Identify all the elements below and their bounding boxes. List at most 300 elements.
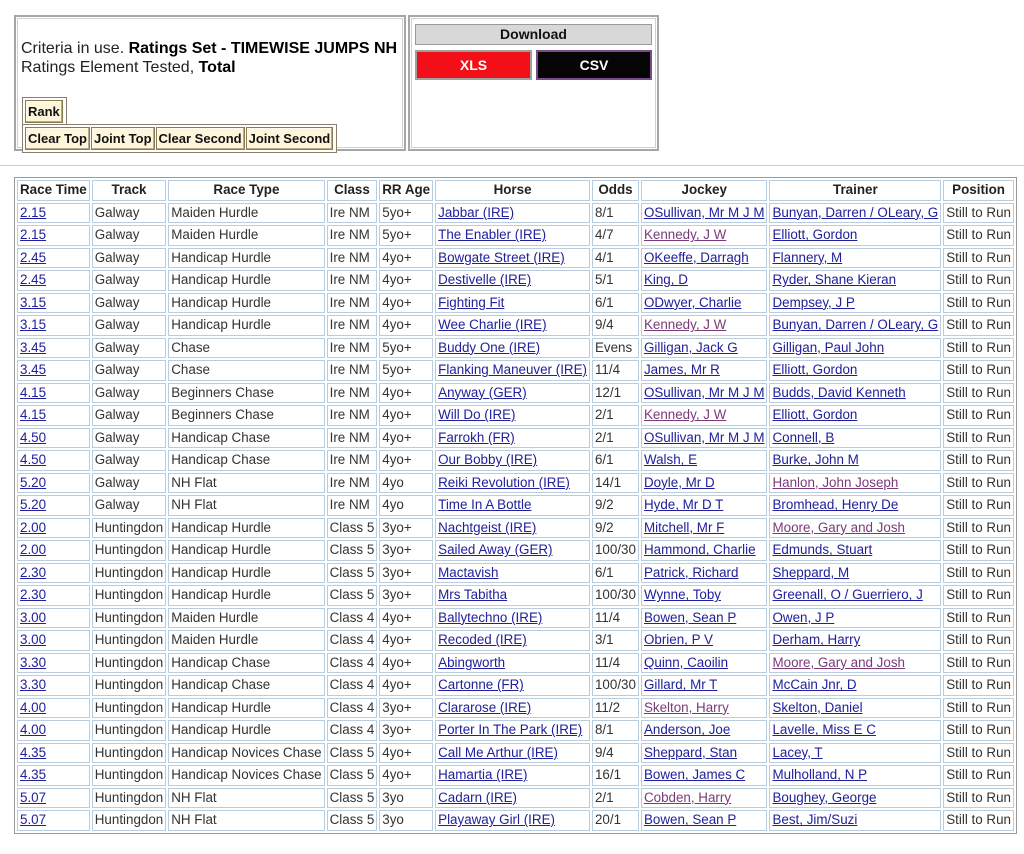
cell-trainer — [769, 293, 941, 314]
column-header-race-time: Race Time — [17, 180, 90, 201]
cell-position: Still to Run — [943, 518, 1014, 539]
cell-odds: 9/2 — [592, 518, 639, 539]
cell-position: Still to Run — [943, 563, 1014, 584]
cell-jockey — [641, 743, 768, 764]
cell-position: Still to Run — [943, 360, 1014, 381]
cell-horse — [435, 540, 590, 561]
column-header-position: Position — [943, 180, 1014, 201]
trainer-link[interactable]: Best, Jim/Suzi — [772, 812, 858, 828]
cell-age: 3yo+ — [379, 698, 433, 719]
column-header-odds: Odds — [592, 180, 639, 201]
race-time-link[interactable]: 2.00 — [20, 519, 47, 535]
cell-trainer — [769, 630, 941, 651]
trainer-link[interactable]: Mulholland, N P — [772, 767, 868, 783]
trainer-link[interactable]: Skelton, Daniel — [772, 699, 863, 715]
race-time-link[interactable]: 4.00 — [20, 699, 47, 715]
cell-trainer — [769, 495, 941, 516]
jockey-link[interactable]: OKeeffe, Darragh — [643, 249, 749, 265]
cell-jockey — [641, 810, 768, 831]
horse-link[interactable]: Fighting Fit — [438, 294, 505, 310]
cell-class: Ire NM — [327, 383, 378, 404]
cell-horse — [435, 450, 590, 471]
cell-class: Ire NM — [327, 428, 378, 449]
cell-class: Ire NM — [327, 225, 378, 246]
cell-track: Galway — [92, 450, 167, 471]
cell-age: 3yo+ — [379, 585, 433, 606]
cell-trainer — [769, 270, 941, 291]
cell-jockey — [641, 608, 768, 629]
cell-trainer — [769, 675, 941, 696]
table-row — [17, 405, 1014, 426]
jockey-link[interactable]: Skelton, Harry — [643, 699, 729, 715]
cell-horse — [435, 675, 590, 696]
rank-button-group — [22, 97, 67, 126]
horse-link[interactable]: Porter In The Park (IRE) — [438, 722, 583, 738]
criteria-panel — [14, 15, 406, 151]
cell-track: Huntingdon — [92, 765, 167, 786]
cell-position: Still to Run — [943, 675, 1014, 696]
cell-track: Galway — [92, 315, 167, 336]
cell-class: Class 5 — [327, 518, 378, 539]
race-time-link[interactable]: 3.00 — [20, 632, 47, 648]
cell-time — [17, 675, 90, 696]
cell-class: Class 5 — [327, 743, 378, 764]
csv-download-button[interactable]: CSV — [536, 50, 652, 80]
cell-age: 4yo+ — [379, 293, 433, 314]
cell-type: Handicap Hurdle — [168, 518, 324, 539]
jockey-link[interactable]: OSullivan, Mr M J M — [643, 204, 765, 220]
cell-trainer — [769, 225, 941, 246]
trainer-link[interactable]: Dempsey, J P — [772, 294, 855, 310]
trainer-link[interactable]: Moore, Gary and Josh — [772, 519, 905, 535]
horse-link[interactable]: Our Bobby (IRE) — [438, 452, 538, 468]
trainer-link[interactable]: Boughey, George — [772, 789, 877, 805]
cell-position: Still to Run — [943, 383, 1014, 404]
filter-button-group — [22, 124, 337, 153]
jockey-link[interactable]: Gilligan, Jack G — [643, 339, 738, 355]
xls-download-button[interactable]: XLS — [415, 50, 532, 80]
cell-track: Huntingdon — [92, 653, 167, 674]
column-header-jockey: Jockey — [641, 180, 768, 201]
horse-link[interactable]: Mrs Tabitha — [438, 587, 508, 603]
cell-odds: 100/30 — [592, 585, 639, 606]
cell-trainer — [769, 720, 941, 741]
cell-odds: 11/4 — [592, 360, 639, 381]
trainer-link[interactable]: Sheppard, M — [772, 564, 850, 580]
cell-time — [17, 270, 90, 291]
horse-link[interactable]: Flanking Maneuver (IRE) — [438, 362, 587, 378]
cell-age: 5yo+ — [379, 338, 433, 359]
trainer-link[interactable]: McCain Jnr, D — [772, 677, 857, 693]
cell-time — [17, 248, 90, 269]
table-row — [17, 495, 1014, 516]
race-time-link[interactable]: 2.45 — [20, 272, 47, 288]
cell-age: 4yo+ — [379, 675, 433, 696]
horse-link[interactable]: Cadarn (IRE) — [438, 789, 518, 805]
cell-time — [17, 428, 90, 449]
cell-type: Handicap Chase — [168, 450, 324, 471]
jockey-link[interactable]: OSullivan, Mr M J M — [643, 429, 765, 445]
cell-track: Huntingdon — [92, 630, 167, 651]
cell-jockey — [641, 473, 768, 494]
table-row — [17, 473, 1014, 494]
race-time-link[interactable]: 3.00 — [20, 609, 47, 625]
element-value: Total — [198, 59, 236, 76]
cell-odds: 2/1 — [592, 405, 639, 426]
cell-jockey — [641, 270, 768, 291]
trainer-link[interactable]: Derham, Harry — [772, 632, 861, 648]
horse-link[interactable]: Will Do (IRE) — [438, 407, 516, 423]
race-time-link[interactable]: 4.35 — [20, 767, 47, 783]
table-row — [17, 518, 1014, 539]
cell-trainer — [769, 360, 941, 381]
cell-jockey — [641, 563, 768, 584]
trainer-link[interactable]: Gilligan, Paul John — [772, 339, 885, 355]
table-row — [17, 450, 1014, 471]
column-header-track: Track — [92, 180, 167, 201]
race-time-link[interactable]: 3.15 — [20, 294, 47, 310]
jockey-link[interactable]: King, D — [643, 272, 688, 288]
cell-age: 4yo+ — [379, 248, 433, 269]
horse-link[interactable]: Playaway Girl (IRE) — [438, 812, 555, 828]
results-table — [14, 177, 1017, 834]
table-row — [17, 630, 1014, 651]
horse-link[interactable]: The Enabler (IRE) — [438, 227, 547, 243]
jockey-link[interactable]: Obrien, P V — [643, 632, 713, 648]
table-row — [17, 293, 1014, 314]
horse-link[interactable]: Destivelle (IRE) — [438, 272, 532, 288]
jockey-link[interactable]: Mitchell, Mr F — [643, 519, 725, 535]
cell-position: Still to Run — [943, 450, 1014, 471]
race-time-link[interactable]: 5.20 — [20, 497, 47, 513]
table-row — [17, 585, 1014, 606]
trainer-link[interactable]: Owen, J P — [772, 609, 835, 625]
cell-type: Beginners Chase — [168, 405, 324, 426]
race-time-link[interactable]: 2.30 — [20, 564, 47, 580]
jockey-link[interactable]: Gillard, Mr T — [643, 677, 718, 693]
cell-trainer — [769, 450, 941, 471]
table-header-row — [17, 180, 1014, 201]
cell-time — [17, 630, 90, 651]
horse-link[interactable]: Mactavish — [438, 564, 499, 580]
jockey-link[interactable]: Bowen, James C — [643, 767, 746, 783]
cell-position: Still to Run — [943, 203, 1014, 224]
cell-class: Class 4 — [327, 698, 378, 719]
jockey-link[interactable]: Hyde, Mr D T — [643, 497, 724, 513]
cell-track: Huntingdon — [92, 563, 167, 584]
race-time-link[interactable]: 3.45 — [20, 339, 47, 355]
download-panel — [408, 15, 659, 151]
jockey-link[interactable]: ODwyer, Charlie — [643, 294, 742, 310]
race-time-link[interactable]: 5.20 — [20, 474, 47, 490]
jockey-link[interactable]: Bowen, Sean P — [643, 812, 737, 828]
cell-horse — [435, 495, 590, 516]
trainer-link[interactable]: Ryder, Shane Kieran — [772, 272, 897, 288]
cell-type: Handicap Chase — [168, 428, 324, 449]
cell-track: Galway — [92, 203, 167, 224]
cell-type: NH Flat — [168, 495, 324, 516]
jockey-link[interactable]: James, Mr R — [643, 362, 720, 378]
clear-second-button[interactable]: Clear Second — [156, 127, 245, 150]
table-row — [17, 540, 1014, 561]
cell-time — [17, 720, 90, 741]
cell-trainer — [769, 585, 941, 606]
jockey-link[interactable]: Quinn, Caoilin — [643, 654, 729, 670]
cell-position: Still to Run — [943, 315, 1014, 336]
cell-odds: 2/1 — [592, 788, 639, 809]
cell-type: Handicap Novices Chase — [168, 765, 324, 786]
horse-link[interactable]: Cartonne (FR) — [438, 677, 524, 693]
race-time-link[interactable]: 4.15 — [20, 384, 47, 400]
cell-track: Huntingdon — [92, 743, 167, 764]
cell-type: Maiden Hurdle — [168, 608, 324, 629]
horse-link[interactable]: Reiki Revolution (IRE) — [438, 474, 570, 490]
trainer-link[interactable]: Flannery, M — [772, 249, 843, 265]
cell-trainer — [769, 698, 941, 719]
cell-odds: 6/1 — [592, 450, 639, 471]
table-row — [17, 675, 1014, 696]
horse-link[interactable]: Farrokh (FR) — [438, 429, 515, 445]
cell-position: Still to Run — [943, 540, 1014, 561]
cell-jockey — [641, 338, 768, 359]
horse-link[interactable]: Hamartia (IRE) — [438, 767, 528, 783]
cell-age: 4yo — [379, 473, 433, 494]
cell-horse — [435, 720, 590, 741]
cell-type: Handicap Hurdle — [168, 540, 324, 561]
cell-time — [17, 788, 90, 809]
cell-class: Ire NM — [327, 473, 378, 494]
cell-position: Still to Run — [943, 788, 1014, 809]
clear-top-button[interactable]: Clear Top — [25, 127, 90, 150]
trainer-link[interactable]: Edmunds, Stuart — [772, 542, 873, 558]
cell-track: Galway — [92, 248, 167, 269]
trainer-link[interactable]: Greenall, O / Guerriero, J — [772, 587, 923, 603]
jockey-link[interactable]: Anderson, Joe — [643, 722, 731, 738]
race-time-link[interactable]: 5.07 — [20, 789, 47, 805]
horse-link[interactable]: Wee Charlie (IRE) — [438, 317, 547, 333]
race-time-link[interactable]: 4.15 — [20, 407, 47, 423]
table-row — [17, 765, 1014, 786]
cell-jockey — [641, 675, 768, 696]
joint-top-button[interactable]: Joint Top — [91, 127, 155, 150]
jockey-link[interactable]: Wynne, Toby — [643, 587, 721, 603]
race-time-link[interactable]: 3.15 — [20, 317, 47, 333]
horse-link[interactable]: Jabbar (IRE) — [438, 204, 515, 220]
rank-button[interactable]: Rank — [25, 100, 63, 123]
cell-type: NH Flat — [168, 473, 324, 494]
cell-track: Galway — [92, 225, 167, 246]
cell-track: Huntingdon — [92, 810, 167, 831]
jockey-link[interactable]: Hammond, Charlie — [643, 542, 756, 558]
cell-position: Still to Run — [943, 473, 1014, 494]
cell-type: NH Flat — [168, 810, 324, 831]
race-time-link[interactable]: 2.15 — [20, 204, 47, 220]
cell-class: Class 5 — [327, 585, 378, 606]
horse-link[interactable]: Bowgate Street (IRE) — [438, 249, 565, 265]
cell-horse — [435, 405, 590, 426]
cell-odds: 4/1 — [592, 248, 639, 269]
trainer-link[interactable]: Connell, B — [772, 429, 835, 445]
cell-age: 4yo+ — [379, 428, 433, 449]
cell-trainer — [769, 383, 941, 404]
cell-age: 3yo+ — [379, 563, 433, 584]
joint-second-button[interactable]: Joint Second — [246, 127, 334, 150]
cell-trainer — [769, 405, 941, 426]
cell-position: Still to Run — [943, 698, 1014, 719]
trainer-link[interactable]: Hanlon, John Joseph — [772, 474, 899, 490]
cell-time — [17, 360, 90, 381]
cell-class: Ire NM — [327, 270, 378, 291]
cell-odds: 5/1 — [592, 270, 639, 291]
cell-horse — [435, 630, 590, 651]
cell-time — [17, 765, 90, 786]
column-header-rr-age: RR Age — [379, 180, 433, 201]
cell-horse — [435, 788, 590, 809]
cell-horse — [435, 608, 590, 629]
jockey-link[interactable]: Bowen, Sean P — [643, 609, 737, 625]
race-time-link[interactable]: 2.30 — [20, 587, 47, 603]
cell-type: Handicap Hurdle — [168, 315, 324, 336]
table-row — [17, 270, 1014, 291]
cell-odds: 11/4 — [592, 653, 639, 674]
table-row — [17, 608, 1014, 629]
column-header-race-type: Race Type — [168, 180, 324, 201]
jockey-link[interactable]: Walsh, E — [643, 452, 698, 468]
cell-horse — [435, 360, 590, 381]
jockey-link[interactable]: Patrick, Richard — [643, 564, 739, 580]
cell-class: Ire NM — [327, 203, 378, 224]
cell-age: 4yo+ — [379, 630, 433, 651]
race-time-link[interactable]: 4.50 — [20, 429, 47, 445]
jockey-link[interactable]: Kennedy, J W — [643, 227, 727, 243]
cell-track: Galway — [92, 360, 167, 381]
cell-horse — [435, 315, 590, 336]
cell-odds: 3/1 — [592, 630, 639, 651]
cell-time — [17, 540, 90, 561]
cell-track: Huntingdon — [92, 608, 167, 629]
jockey-link[interactable]: Doyle, Mr D — [643, 474, 715, 490]
race-time-link[interactable]: 4.35 — [20, 744, 47, 760]
cell-class: Class 5 — [327, 788, 378, 809]
cell-odds: 14/1 — [592, 473, 639, 494]
horse-link[interactable]: Sailed Away (GER) — [438, 542, 553, 558]
horse-link[interactable]: Clararose (IRE) — [438, 699, 532, 715]
cell-horse — [435, 248, 590, 269]
horse-link[interactable]: Call Me Arthur (IRE) — [438, 744, 558, 760]
cell-horse — [435, 293, 590, 314]
jockey-link[interactable]: Sheppard, Stan — [643, 744, 738, 760]
cell-class: Class 4 — [327, 675, 378, 696]
cell-age: 4yo+ — [379, 450, 433, 471]
cell-jockey — [641, 788, 768, 809]
cell-age: 4yo+ — [379, 315, 433, 336]
cell-jockey — [641, 383, 768, 404]
cell-age: 3yo — [379, 788, 433, 809]
table-row — [17, 248, 1014, 269]
trainer-link[interactable]: Bunyan, Darren / OLeary, G — [772, 204, 939, 220]
race-time-link[interactable]: 2.00 — [20, 542, 47, 558]
cell-odds: 2/1 — [592, 428, 639, 449]
cell-class: Class 5 — [327, 563, 378, 584]
cell-trainer — [769, 788, 941, 809]
cell-type: Maiden Hurdle — [168, 630, 324, 651]
cell-position: Still to Run — [943, 810, 1014, 831]
cell-type: Handicap Hurdle — [168, 270, 324, 291]
trainer-link[interactable]: Bunyan, Darren / OLeary, G — [772, 317, 939, 333]
horse-link[interactable]: Nachtgeist (IRE) — [438, 519, 537, 535]
trainer-link[interactable]: Moore, Gary and Josh — [772, 654, 905, 670]
cell-odds: 6/1 — [592, 293, 639, 314]
jockey-link[interactable]: Kennedy, J W — [643, 317, 727, 333]
horse-link[interactable]: Ballytechno (IRE) — [438, 609, 543, 625]
cell-time — [17, 293, 90, 314]
cell-time — [17, 518, 90, 539]
cell-time — [17, 810, 90, 831]
horse-link[interactable]: Abingworth — [438, 654, 506, 670]
trainer-link[interactable]: Lacey, T — [772, 744, 823, 760]
cell-odds: 11/2 — [592, 698, 639, 719]
trainer-link[interactable]: Bromhead, Henry De — [772, 497, 899, 513]
trainer-link[interactable]: Elliott, Gordon — [772, 362, 858, 378]
cell-time — [17, 338, 90, 359]
cell-age: 3yo+ — [379, 720, 433, 741]
race-time-link[interactable]: 3.30 — [20, 654, 47, 670]
horse-link[interactable]: Time In A Bottle — [438, 497, 532, 513]
cell-odds: 9/4 — [592, 743, 639, 764]
cell-track: Galway — [92, 473, 167, 494]
cell-odds: Evens — [592, 338, 639, 359]
cell-jockey — [641, 630, 768, 651]
cell-class: Class 5 — [327, 540, 378, 561]
cell-trainer — [769, 765, 941, 786]
race-time-link[interactable]: 3.45 — [20, 362, 47, 378]
trainer-link[interactable]: Burke, John M — [772, 452, 859, 468]
table-row — [17, 338, 1014, 359]
cell-position: Still to Run — [943, 270, 1014, 291]
cell-class: Ire NM — [327, 405, 378, 426]
trainer-link[interactable]: Elliott, Gordon — [772, 227, 858, 243]
cell-odds: 8/1 — [592, 720, 639, 741]
jockey-link[interactable]: Kennedy, J W — [643, 407, 727, 423]
table-row — [17, 428, 1014, 449]
cell-track: Huntingdon — [92, 788, 167, 809]
race-time-link[interactable]: 5.07 — [20, 812, 47, 828]
table-row — [17, 653, 1014, 674]
horse-link[interactable]: Recoded (IRE) — [438, 632, 527, 648]
horse-link[interactable]: Anyway (GER) — [438, 384, 527, 400]
table-row — [17, 203, 1014, 224]
trainer-link[interactable]: Elliott, Gordon — [772, 407, 858, 423]
race-time-link[interactable]: 4.00 — [20, 722, 47, 738]
race-time-link[interactable]: 4.50 — [20, 452, 47, 468]
race-time-link[interactable]: 2.45 — [20, 249, 47, 265]
race-time-link[interactable]: 2.15 — [20, 227, 47, 243]
race-time-link[interactable]: 3.30 — [20, 677, 47, 693]
cell-odds: 6/1 — [592, 563, 639, 584]
trainer-link[interactable]: Budds, David Kenneth — [772, 384, 906, 400]
cell-position: Still to Run — [943, 720, 1014, 741]
cell-position: Still to Run — [943, 495, 1014, 516]
jockey-link[interactable]: Cobden, Harry — [643, 789, 732, 805]
cell-horse — [435, 810, 590, 831]
cell-trainer — [769, 473, 941, 494]
horse-link[interactable]: Buddy One (IRE) — [438, 339, 541, 355]
jockey-link[interactable]: OSullivan, Mr M J M — [643, 384, 765, 400]
cell-type: Handicap Novices Chase — [168, 743, 324, 764]
cell-horse — [435, 585, 590, 606]
cell-class: Ire NM — [327, 360, 378, 381]
trainer-link[interactable]: Lavelle, Miss E C — [772, 722, 876, 738]
